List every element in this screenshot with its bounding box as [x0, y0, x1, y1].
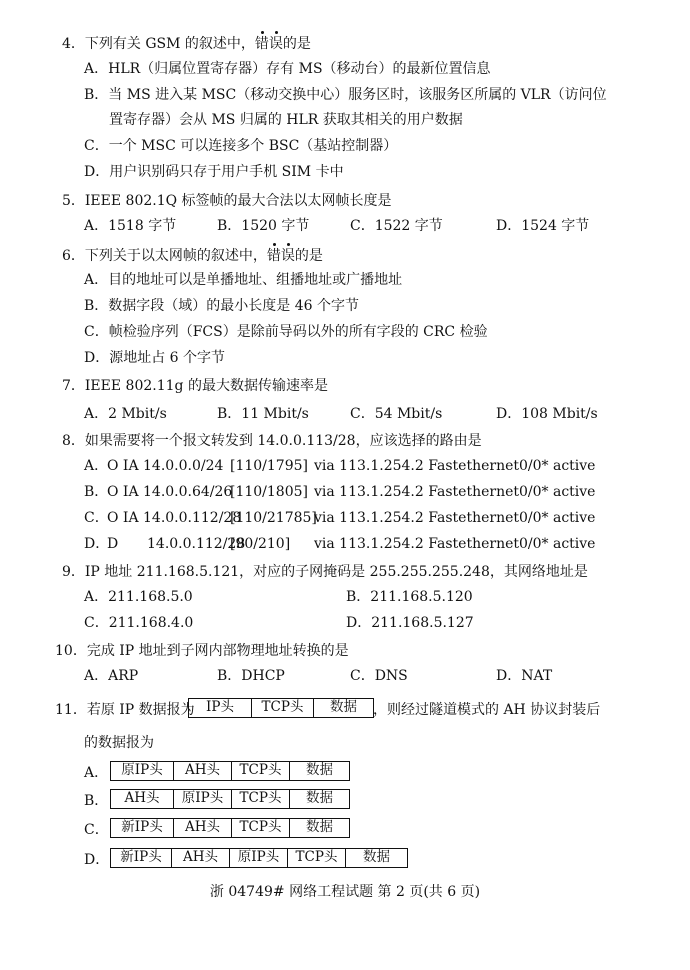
q4-option-b-line2: 置寄存器）会从 MS 归属的 HLR 获取其相关的用户数据	[109, 112, 463, 128]
datagram-field: TCP头	[231, 762, 289, 780]
datagram-field: 数据	[289, 790, 349, 808]
q8-option-b-label: B．	[84, 484, 109, 500]
q8-option-d-code: D	[107, 536, 119, 552]
datagram-field: 数据	[345, 849, 407, 867]
q9-option-b: B．211.168.5.120	[346, 589, 473, 605]
q6-option-c: C．帧检验序列（FCS）是除前导码以外的所有字段的 CRC 检验	[84, 324, 488, 340]
q8-option-a-code: O IA	[107, 458, 139, 474]
q11-option-d-label: D．	[84, 852, 110, 868]
q10-option-c: C．DNS	[350, 668, 408, 684]
q11-original-datagram	[188, 698, 374, 718]
q11-option-b-label: B．	[84, 793, 109, 809]
q4-emphasis-2: 误	[268, 36, 283, 52]
datagram-field: AH头	[173, 762, 231, 780]
q11-stem-pre: 11．若原 IP 数据报为	[55, 702, 195, 718]
q11-stem-post: ，则经过隧道模式的 AH 协议封装后	[373, 702, 601, 718]
q8-option-c-net: 14.0.0.112/28	[143, 510, 242, 526]
q10-option-d: D．NAT	[496, 668, 553, 684]
datagram-field: TCP头	[231, 790, 289, 808]
q5-option-b: B．1520 字节	[217, 218, 310, 234]
q8-option-c-label: C．	[84, 510, 109, 526]
q8-option-d-net: 14.0.0.112/28	[147, 536, 246, 552]
q11-option-a-label: A．	[84, 765, 109, 781]
q5-option-c: C．1522 字节	[350, 218, 443, 234]
q4-option-b-line1: B．当 MS 进入某 MSC（移动交换中心）服务区时，该服务区所属的 VLR（访问位	[84, 87, 607, 103]
q6-stem: 6．下列关于以太网帧的叙述中，错误的是	[62, 248, 323, 264]
q9-option-a: A．211.168.5.0	[84, 589, 193, 605]
q7-option-d: D．108 Mbit/s	[496, 406, 598, 422]
q11-stem-line2: 的数据报为	[84, 735, 154, 751]
q7-option-a: A．2 Mbit/s	[84, 406, 167, 422]
q8-option-b-metric: [110/1805]	[230, 484, 308, 500]
q9-stem: 9．IP 地址 211.168.5.121，对应的子网掩码是 255.255.255.248，其网络地址是	[62, 564, 588, 580]
datagram-field: 原IP头	[121, 762, 163, 778]
q11-option-c-datagram	[110, 818, 350, 838]
q7-stem: 7．IEEE 802.11g 的最大数据传输速率是	[62, 378, 328, 394]
q11-option-b-datagram	[110, 789, 350, 809]
q11-option-a-datagram	[110, 761, 350, 781]
datagram-field: AH头	[171, 849, 229, 867]
datagram-field: IP头	[206, 699, 234, 715]
q4-option-d: D．用户识别码只存于用户手机 SIM 卡中	[84, 164, 344, 180]
q8-option-d-label: D．	[84, 536, 110, 552]
q8-option-d-via: via 113.1.254.2 Fastethernet0/0* active	[314, 536, 596, 552]
q8-option-c-metric: [110/21785]	[230, 510, 317, 526]
q7-option-c: C．54 Mbit/s	[350, 406, 443, 422]
page-footer: 浙 04749# 网络工程试题 第 2 页(共 6 页)	[209, 884, 481, 900]
datagram-field: 数据	[289, 819, 349, 837]
q5-stem: 5．IEEE 802.1Q 标签帧的最大合法以太网帧长度是	[62, 193, 392, 209]
q4-emphasis-1: 错	[254, 36, 269, 52]
datagram-field: TCP头	[287, 849, 345, 867]
datagram-field: 数据	[313, 699, 373, 717]
datagram-field: 数据	[289, 762, 349, 780]
datagram-field: 原IP头	[173, 790, 231, 808]
datagram-field: AH头	[173, 819, 231, 837]
q8-option-c-via: via 113.1.254.2 Fastethernet0/0* active	[314, 510, 596, 526]
q6-option-d: D．源地址占 6 个字节	[84, 350, 226, 366]
q4-option-c: C．一个 MSC 可以连接多个 BSC（基站控制器）	[84, 138, 398, 154]
q11-option-c-label: C．	[84, 822, 109, 838]
q8-option-c-code: O IA	[107, 510, 139, 526]
q10-stem: 10．完成 IP 地址到子网内部物理地址转换的是	[55, 643, 349, 659]
q5-option-d: D．1524 字节	[496, 218, 590, 234]
q6-option-b: B．数据字段（域）的最小长度是 46 个字节	[84, 298, 360, 314]
datagram-field: TCP头	[251, 699, 313, 717]
q8-option-a-label: A．	[84, 458, 109, 474]
datagram-field: 原IP头	[229, 849, 287, 867]
q8-option-d-metric: [90/210]	[230, 536, 291, 552]
q8-option-b-net: 14.0.0.64/26	[143, 484, 233, 500]
q8-option-b-via: via 113.1.254.2 Fastethernet0/0* active	[314, 484, 596, 500]
q4-stem: 4．下列有关 GSM 的叙述中，错误的是	[62, 36, 311, 52]
datagram-field: TCP头	[231, 819, 289, 837]
q9-option-d: D．211.168.5.127	[346, 615, 474, 631]
q8-option-a-metric: [110/1795]	[230, 458, 308, 474]
q8-option-b-code: O IA	[107, 484, 139, 500]
q8-option-a-via: via 113.1.254.2 Fastethernet0/0* active	[314, 458, 596, 474]
q6-emphasis-1: 错	[266, 248, 281, 264]
q8-option-a-net: 14.0.0.0/24	[143, 458, 224, 474]
q4-option-a: A．HLR（归属位置寄存器）存有 MS（移动台）的最新位置信息	[84, 61, 491, 77]
q9-option-c: C．211.168.4.0	[84, 615, 194, 631]
q10-option-b: B．DHCP	[217, 668, 285, 684]
datagram-field: 新IP头	[121, 819, 163, 835]
q6-emphasis-2: 误	[280, 248, 295, 264]
datagram-field: AH头	[124, 790, 160, 806]
q11-option-d-datagram	[110, 848, 408, 868]
datagram-field: 新IP头	[120, 849, 162, 865]
q6-option-a: A．目的地址可以是单播地址、组播地址或广播地址	[84, 272, 403, 288]
q7-option-b: B．11 Mbit/s	[217, 406, 309, 422]
q10-option-a: A．ARP	[84, 668, 139, 684]
q8-stem: 8．如果需要将一个报文转发到 14.0.0.113/28，应该选择的路由是	[62, 433, 482, 449]
q5-option-a: A．1518 字节	[84, 218, 177, 234]
